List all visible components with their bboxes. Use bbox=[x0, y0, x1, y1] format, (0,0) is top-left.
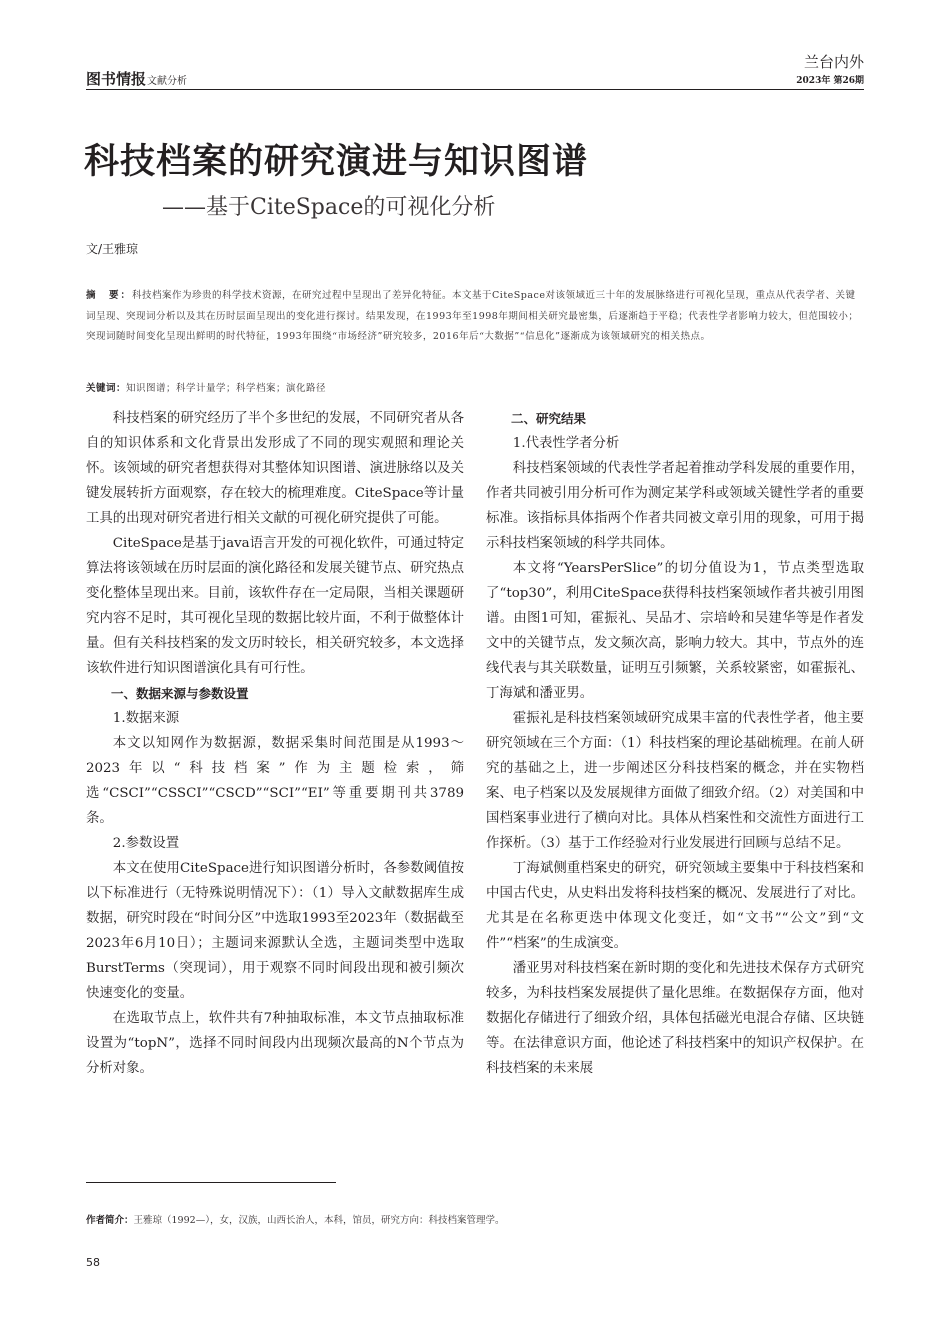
journal-name: 图书情报 bbox=[86, 70, 147, 88]
abstract-label: 摘 要： bbox=[86, 290, 133, 301]
abstract-text: 科技档案作为珍贵的科学技术资源，在研究过程中呈现出了差异化特征。本文基于CiteSpace对该领域近三十年的发展脉络进行可视化呈现，重点从代表学者、关键词呈现、突现词分析以及其在历时层面呈现出的变化进行探讨。结果发现，在1993年至1998年期间相关研究最密集，后逐渐趋于平稳；代表性学者影响力较大，但范围较小；突现词随时间变化呈现出鲜明的时代特征，1993年围绕“市场经济”研究较多，2016年后“大数据”“信息化”逐渐成为该领域研究的相关热点。 bbox=[86, 290, 859, 342]
footnote-text: 王雅琼（1992—），女，汉族，山西长治人，本科，馆员，研究方向：科技档案管理学。 bbox=[133, 1215, 505, 1226]
section-heading: 二、研究结果 bbox=[511, 411, 587, 426]
body-column-right bbox=[486, 406, 864, 1081]
journal-section: 文献分析 bbox=[147, 76, 188, 87]
paragraph: 在选取节点上，软件共有7种抽取标准，本文节点抽取标准设置为“topN”，选择不同时间段内出现频次最高的N个节点为分析对象。 bbox=[86, 1011, 464, 1076]
body-column-left bbox=[86, 406, 464, 1081]
journal-brand bbox=[86, 68, 187, 89]
column-name: 兰台内外 bbox=[803, 53, 864, 71]
keywords-text: 知识图谱；科学计量学；科学档案；演化路径 bbox=[126, 383, 327, 394]
author-footnote bbox=[86, 1212, 504, 1226]
paragraph: CiteSpace是基于java语言开发的可视化软件，可通过特定算法将该领域在历时层面的演化路径和发展关键节点、研究热点变化整体呈现出来。目前，该软件存在一定局限，当相关课题研究内容不足时，其可视化呈现的数据比较片面，不利于做整体计量。但有关科技档案的发文历时较长，相关研究较多，本文选择该软件进行知识图谱演化具有可行性。 bbox=[86, 536, 464, 676]
subsection-heading: 1.代表性学者分析 bbox=[512, 436, 620, 451]
subsection-heading: 1.数据来源 bbox=[112, 711, 180, 726]
abstract bbox=[86, 286, 864, 348]
issue-label: 2023年 第26期 bbox=[796, 76, 864, 86]
article-title: 科技档案的研究演进与知识图谱 bbox=[84, 141, 589, 182]
article-subtitle: ——基于CiteSpace的可视化分析 bbox=[162, 195, 496, 220]
section-heading: 一、数据来源与参数设置 bbox=[111, 686, 249, 701]
paragraph: 本文将“YearsPerSlice”的切分值设为1，节点类型选取了“top30”，利用CiteSpace获得科技档案领域作者共被引用图谱。由图1可知，霍振礼、吴品才、宗培岭和吴建华等是作者发文中的关键节点，发文频次高，影响力较大。其中，节点外的连线代表与其关联数量，证明互引频繁，关系较紧密，如霍振礼、丁海斌和潘亚男。 bbox=[486, 561, 864, 701]
footnote-divider bbox=[86, 1182, 336, 1183]
paragraph: 霍振礼是科技档案领域研究成果丰富的代表性学者，他主要研究领域在三个方面：（1）科技档案的理论基础梳理。在前人研究的基础之上，进一步阐述区分科技档案的概念，并在实物档案、电子档案以及发展规律方面做了细致介绍。（2）对美国和中国档案事业进行了横向对比。具体从档案性和交流性方面进行工作探析。（3）基于工作经验对行业发展进行回顾与总结不足。 bbox=[486, 711, 864, 851]
paragraph: 本文以知网作为数据源，数据采集时间范围是从1993～2023年以“科技档案”作为主题检索，筛选“CSCI”“CSSCI”“CSCD”“SCI”“EI”等重要期刊共3789条。 bbox=[86, 736, 464, 826]
keywords-label: 关键词： bbox=[86, 383, 127, 394]
paragraph: 本文在使用CiteSpace进行知识图谱分析时，各参数阈值按以下标准进行（无特殊说明情况下）：（1）导入文献数据库生成数据，研究时段在“时间分区”中选取1993至2023年（数据截至2023年6月10日）；主题词来源默认全选，主题词类型中选取BurstTerms（突现词），用于观察不同时间段出现和被引频次快速变化的变量。 bbox=[86, 861, 464, 1001]
paragraph: 科技档案的研究经历了半个多世纪的发展，不同研究者从各自的知识体系和文化背景出发形成了不同的现实观照和理论关怀。该领域的研究者想获得对其整体知识图谱、演进脉络以及关键发展转折方面观察，存在较大的梳理难度。CiteSpace等计量工具的出现对研究者进行相关文献的可视化研究提供了可能。 bbox=[86, 411, 464, 526]
paragraph: 丁海斌侧重档案史的研究，研究领域主要集中于科技档案和中国古代史，从史料出发将科技档案的概况、发展进行了对比。尤其是在名称更迭中体现文化变迁，如“文书”“公文”到“文件”“档案”的生成演变。 bbox=[486, 861, 864, 951]
subsection-heading: 2.参数设置 bbox=[112, 836, 180, 851]
paragraph: 科技档案领域的代表性学者起着推动学科发展的重要作用，作者共同被引用分析可作为测定某学科或领域关键性学者的重要标准。该指标具体指两个作者共同被文章引用的现象，可用于揭示科技档案领域的科学共同体。 bbox=[486, 461, 864, 551]
paragraph: 潘亚男对科技档案在新时期的变化和先进技术保存方式研究较多，为科技档案发展提供了量化思维。在数据保存方面，他对数据化存储进行了细致介绍，具体包括磁光电混合存储、区块链等。在法律意识方面，他论述了科技档案中的知识产权保护。在科技档案的未来展 bbox=[486, 961, 864, 1076]
header-divider bbox=[86, 89, 864, 90]
keywords bbox=[86, 381, 864, 397]
footnote-label: 作者简介： bbox=[86, 1215, 134, 1226]
article-author: 文/王雅琼 bbox=[86, 242, 139, 256]
page-number: 58 bbox=[86, 1256, 100, 1269]
